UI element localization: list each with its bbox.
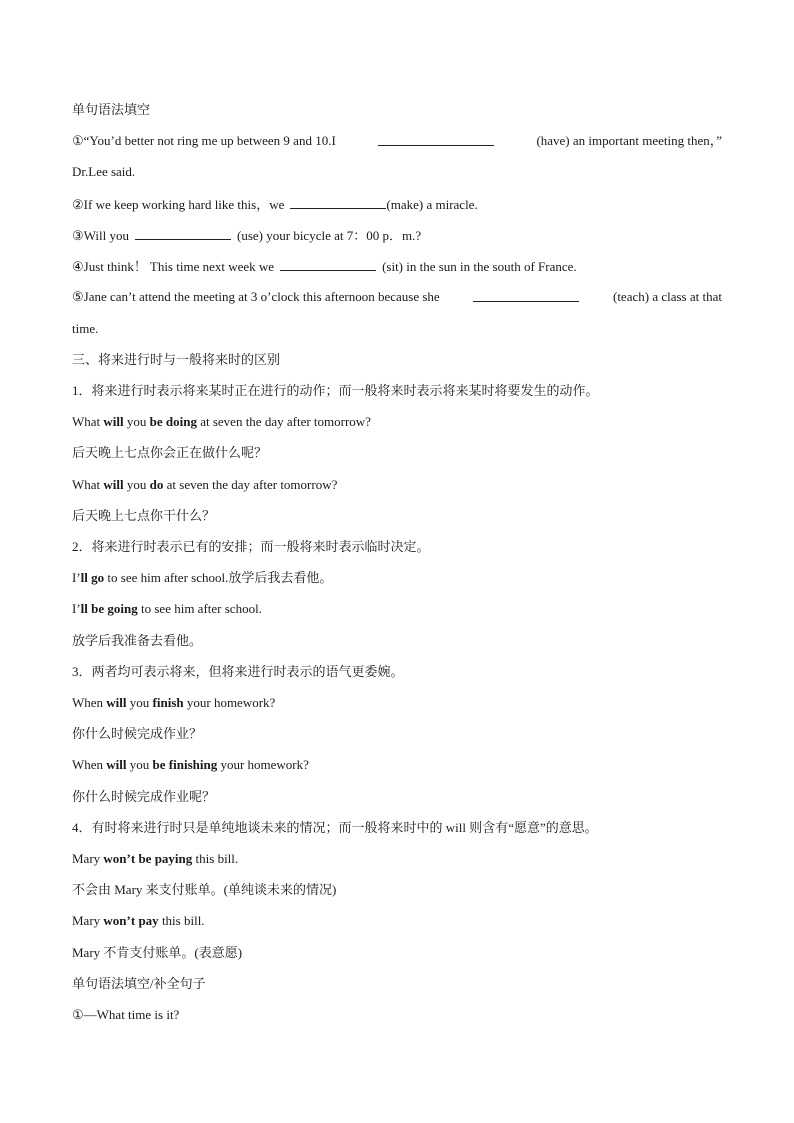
point-4-heading: 4．有时将来进行时只是单纯地谈未来的情况；而一般将来时中的 will 则含有“愿意”的意思。 — [72, 820, 598, 835]
point-3-example-2: When will you be finishing your homework? — [72, 757, 309, 772]
point-2-example-1: I’ll go to see him after school.放学后我去看他。 — [72, 570, 333, 585]
section-heading-fill-complete: 单句语法填空/补全句子 — [72, 976, 206, 991]
question-5-line-1 — [72, 288, 722, 306]
point-4-translation-2: Mary 不肯支付账单。(表意愿) — [72, 945, 243, 960]
last-question-1: ①—What time is it? — [72, 1007, 180, 1022]
question-3: ③Will you (use) your bicycle at 7：00 p．m.? — [72, 228, 422, 243]
question-1-stem: ①“You’d better not ring me up between 9 and 10.I — [72, 133, 336, 148]
point-1-heading: 1．将来进行时表示将来某时正在进行的动作；而一般将来时表示将来某时将要发生的动作。 — [72, 383, 599, 398]
point-3-example-1: When will you finish your homework? — [72, 695, 276, 710]
section-heading-grammar-fill: 单句语法填空 — [72, 102, 151, 117]
point-1-translation-2: 后天晚上七点你干什么？ — [72, 508, 216, 523]
question-5-blank — [473, 288, 579, 302]
question-4-blank — [280, 257, 376, 271]
point-3-translation-1: 你什么时候完成作业？ — [72, 726, 203, 741]
point-4-example-2: Mary won’t pay this bill. — [72, 913, 205, 928]
question-2: ②If we keep working hard like this，we (make) a miracle. — [72, 197, 478, 212]
question-1-blank — [378, 132, 494, 146]
question-4: ④Just think！ This time next week we (sit) in the sun in the south of France. — [72, 259, 577, 274]
point-1-example-1: What will you be doing at seven the day after tomorrow? — [72, 414, 371, 429]
question-5-stem: ⑤Jane can’t attend the meeting at 3 o’clock this afternoon because she — [72, 289, 440, 304]
question-5-line-2: time. — [72, 321, 99, 336]
point-1-translation-1: 后天晚上七点你会正在做什么呢？ — [72, 445, 268, 460]
question-1-tail: (have) an important meeting then，” — [536, 133, 722, 148]
section-heading-3: 三、将来进行时与一般将来时的区别 — [72, 352, 281, 367]
point-2-example-2: I’ll be going to see him after school. — [72, 601, 262, 616]
point-3-translation-2: 你什么时候完成作业呢？ — [72, 789, 216, 804]
question-3-blank — [135, 226, 231, 240]
question-1-line-2: Dr.Lee said. — [72, 164, 136, 179]
point-1-example-2: What will you do at seven the day after tomorrow? — [72, 477, 338, 492]
question-5-tail: (teach) a class at that — [612, 289, 722, 304]
question-1-line-1 — [72, 132, 722, 150]
point-4-translation-1: 不会由 Mary 来支付账单。(单纯谈未来的情况) — [72, 882, 337, 897]
point-3-heading: 3．两者均可表示将来，但将来进行时表示的语气更委婉。 — [72, 664, 404, 679]
question-2-blank — [290, 195, 386, 209]
point-2-translation-2: 放学后我准备去看他。 — [72, 633, 203, 648]
point-2-heading: 2．将来进行时表示已有的安排；而一般将来时表示临时决定。 — [72, 539, 430, 554]
point-4-example-1: Mary won’t be paying this bill. — [72, 851, 239, 866]
